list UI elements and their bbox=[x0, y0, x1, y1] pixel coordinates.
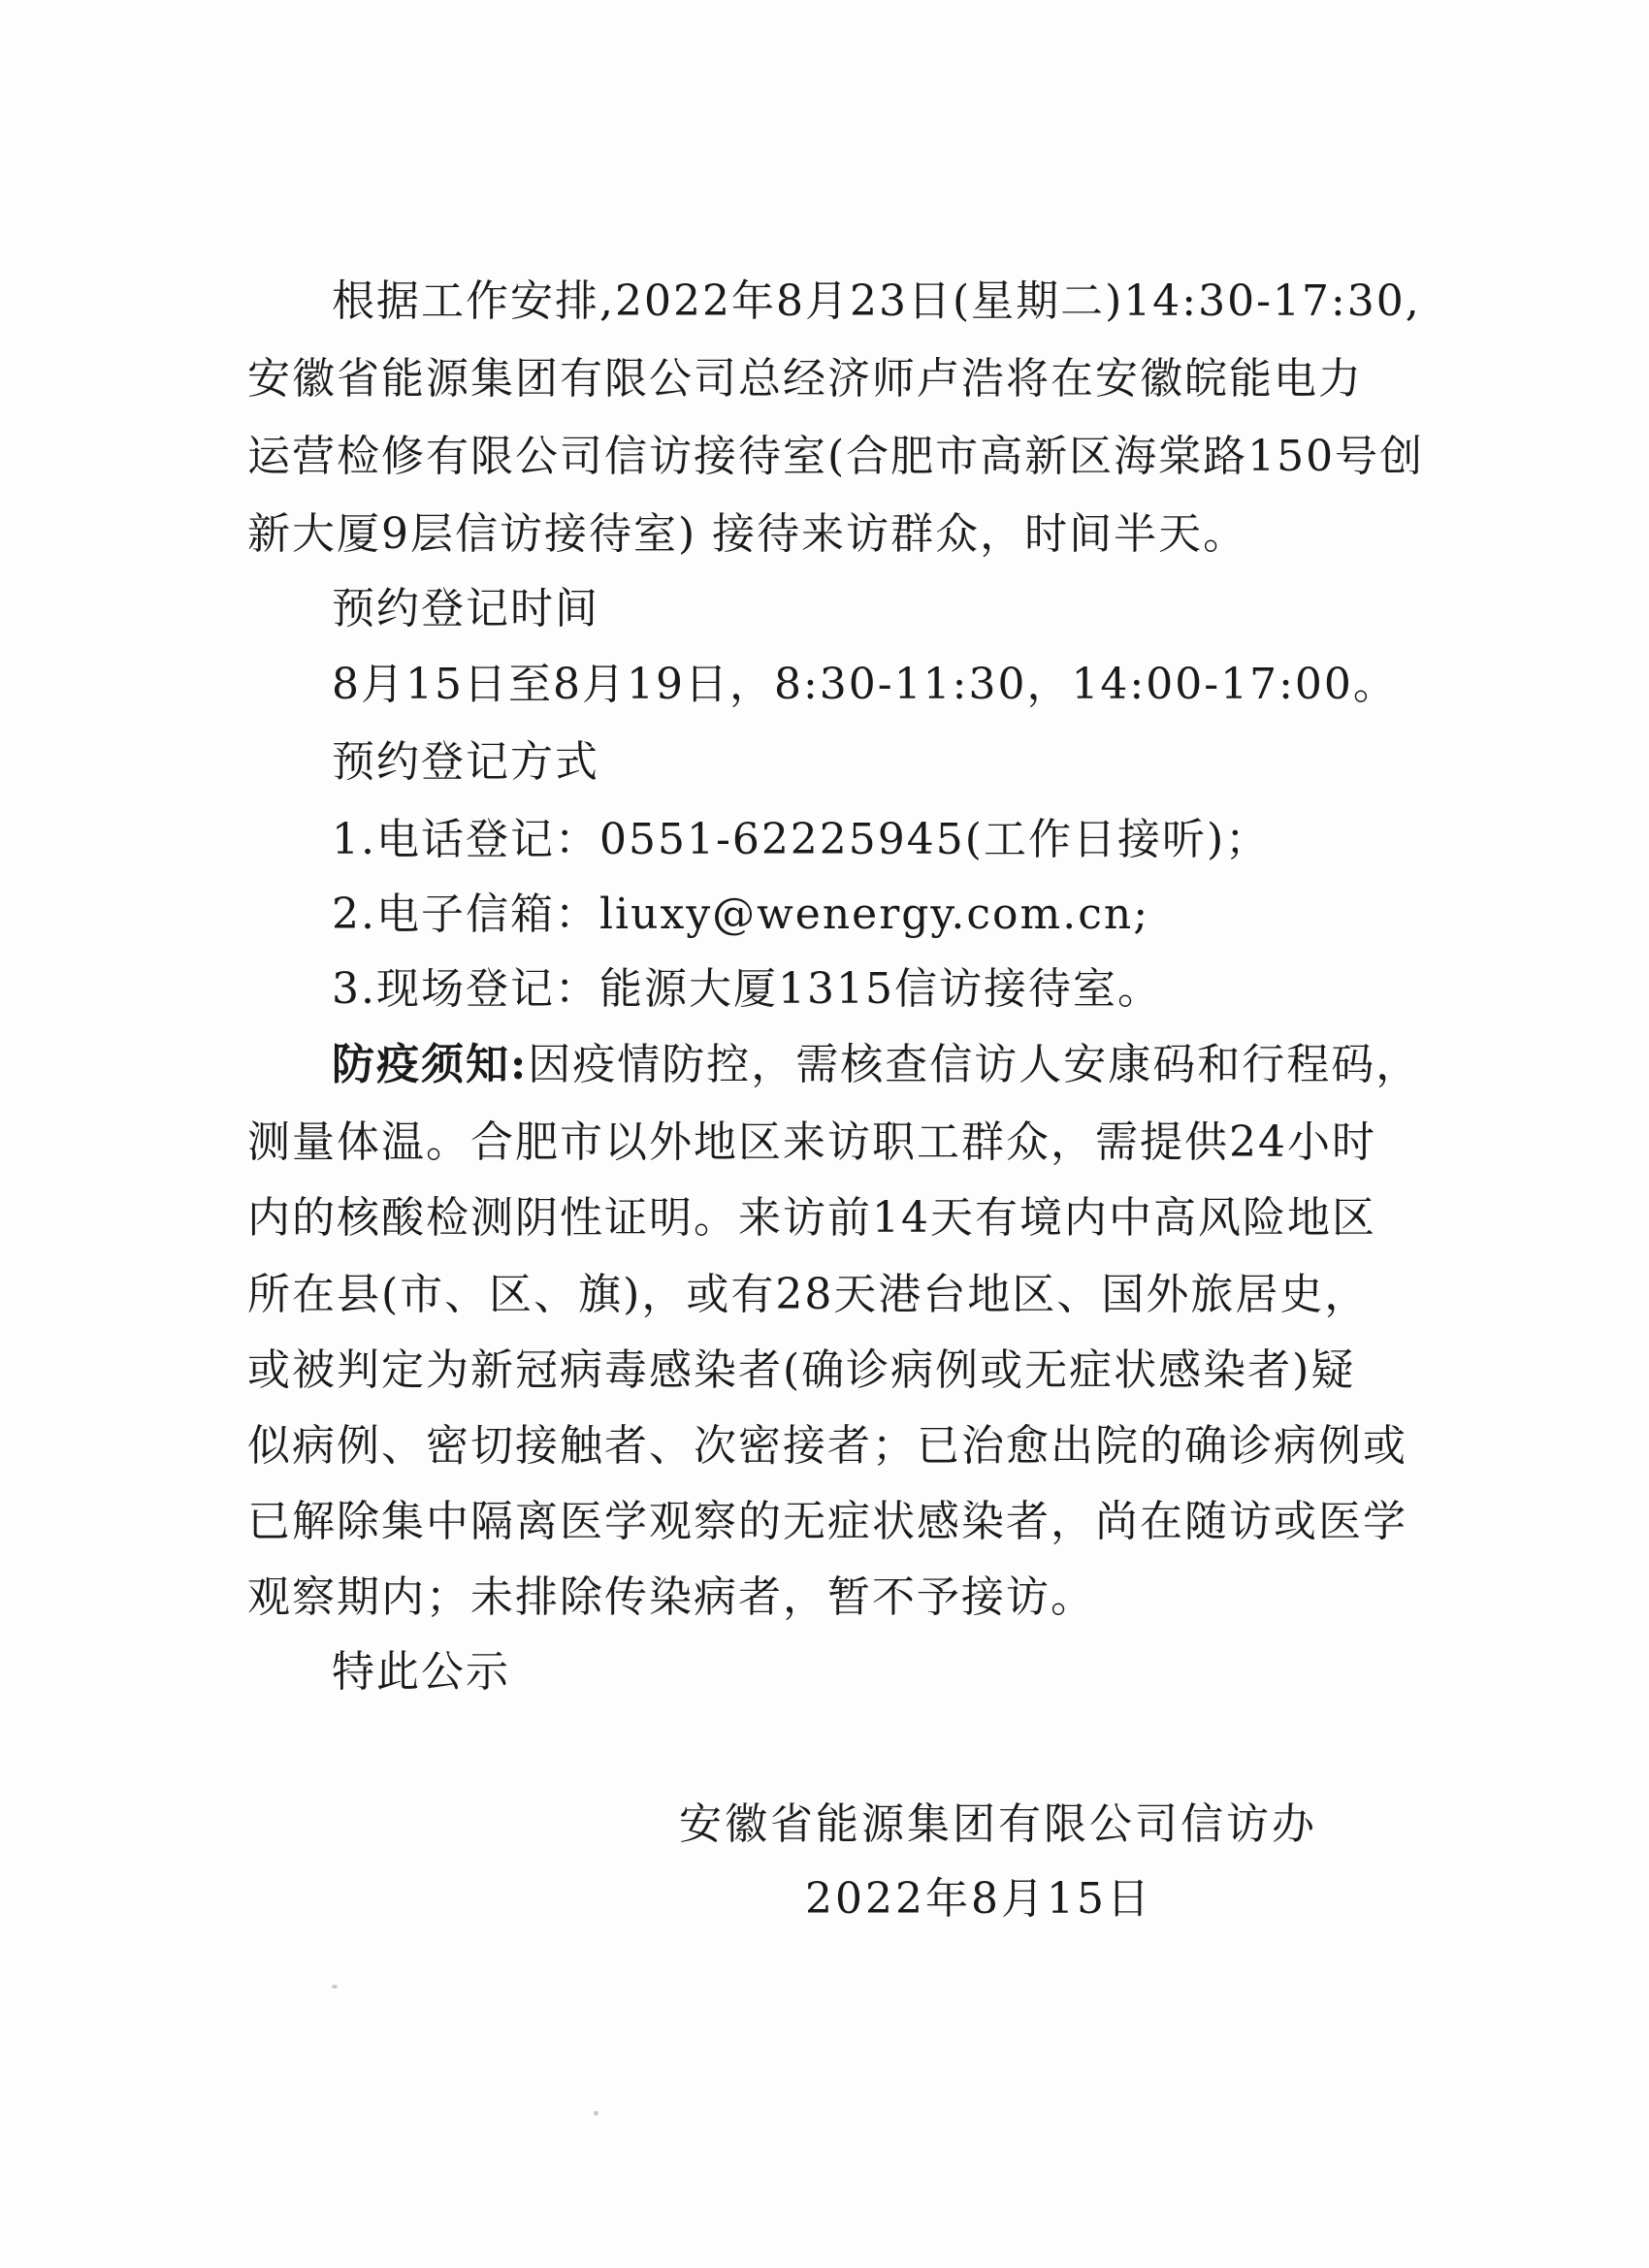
epidemic-notice-line-2: 测量体温。合肥市以外地区来访职工群众，需提供24小时 bbox=[247, 1118, 1376, 1167]
epidemic-notice-line-8: 观察期内；未排除传染病者，暂不予接访。 bbox=[247, 1572, 1095, 1622]
closing-text: 特此公示 bbox=[332, 1647, 510, 1697]
epidemic-notice-line-5: 或被判定为新冠病毒感染者(确诊病例或无症状感染者)疑 bbox=[247, 1345, 1356, 1395]
epidemic-notice-first-line: 因疫情防控，需核查信访人安康码和行程码， bbox=[528, 1040, 1421, 1089]
registration-time-heading: 预约登记时间 bbox=[332, 584, 599, 633]
epidemic-notice-line-6: 似病例、密切接触者、次密接者；已治愈出院的确诊病例或 bbox=[247, 1421, 1407, 1471]
paragraph1-line-2: 安徽省能源集团有限公司总经济师卢浩将在安徽皖能电力 bbox=[247, 354, 1363, 404]
epidemic-notice-line-1 bbox=[332, 1038, 1420, 1092]
scan-speck bbox=[332, 1985, 338, 1989]
registration-method-heading: 预约登记方式 bbox=[332, 737, 599, 787]
epidemic-notice-line-7: 已解除集中隔离医学观察的无症状感染者，尚在随访或医学 bbox=[247, 1497, 1407, 1546]
registration-method-phone: 1.电话登记：0551-62225945(工作日接听)； bbox=[332, 815, 1271, 864]
scan-speck bbox=[594, 2111, 598, 2116]
epidemic-notice-line-3: 内的核酸检测阴性证明。来访前14天有境内中高风险地区 bbox=[247, 1193, 1376, 1243]
signature-date: 2022年8月15日 bbox=[805, 1874, 1152, 1924]
registration-method-onsite: 3.现场登记：能源大厦1315信访接待室。 bbox=[332, 964, 1162, 1014]
epidemic-notice-label: 防疫须知: bbox=[332, 1040, 529, 1089]
paragraph1-line-4: 新大厦9层信访接待室) 接待来访群众，时间半天。 bbox=[247, 509, 1248, 559]
signature-organization: 安徽省能源集团有限公司信访办 bbox=[679, 1799, 1317, 1849]
registration-method-email: 2.电子信箱：liuxy@wenergy.com.cn; bbox=[332, 890, 1150, 939]
paragraph1-line-1: 根据工作安排,2022年8月23日(星期二)14:30-17:30, bbox=[332, 276, 1421, 326]
registration-time-text: 8月15日至8月19日，8:30-11:30，14:00-17:00。 bbox=[332, 660, 1398, 709]
epidemic-notice-line-4: 所在县(市、区、旗)，或有28天港台地区、国外旅居史， bbox=[247, 1270, 1370, 1319]
paragraph1-line-3: 运营检修有限公司信访接待室(合肥市高新区海棠路150号创 bbox=[247, 432, 1425, 481]
